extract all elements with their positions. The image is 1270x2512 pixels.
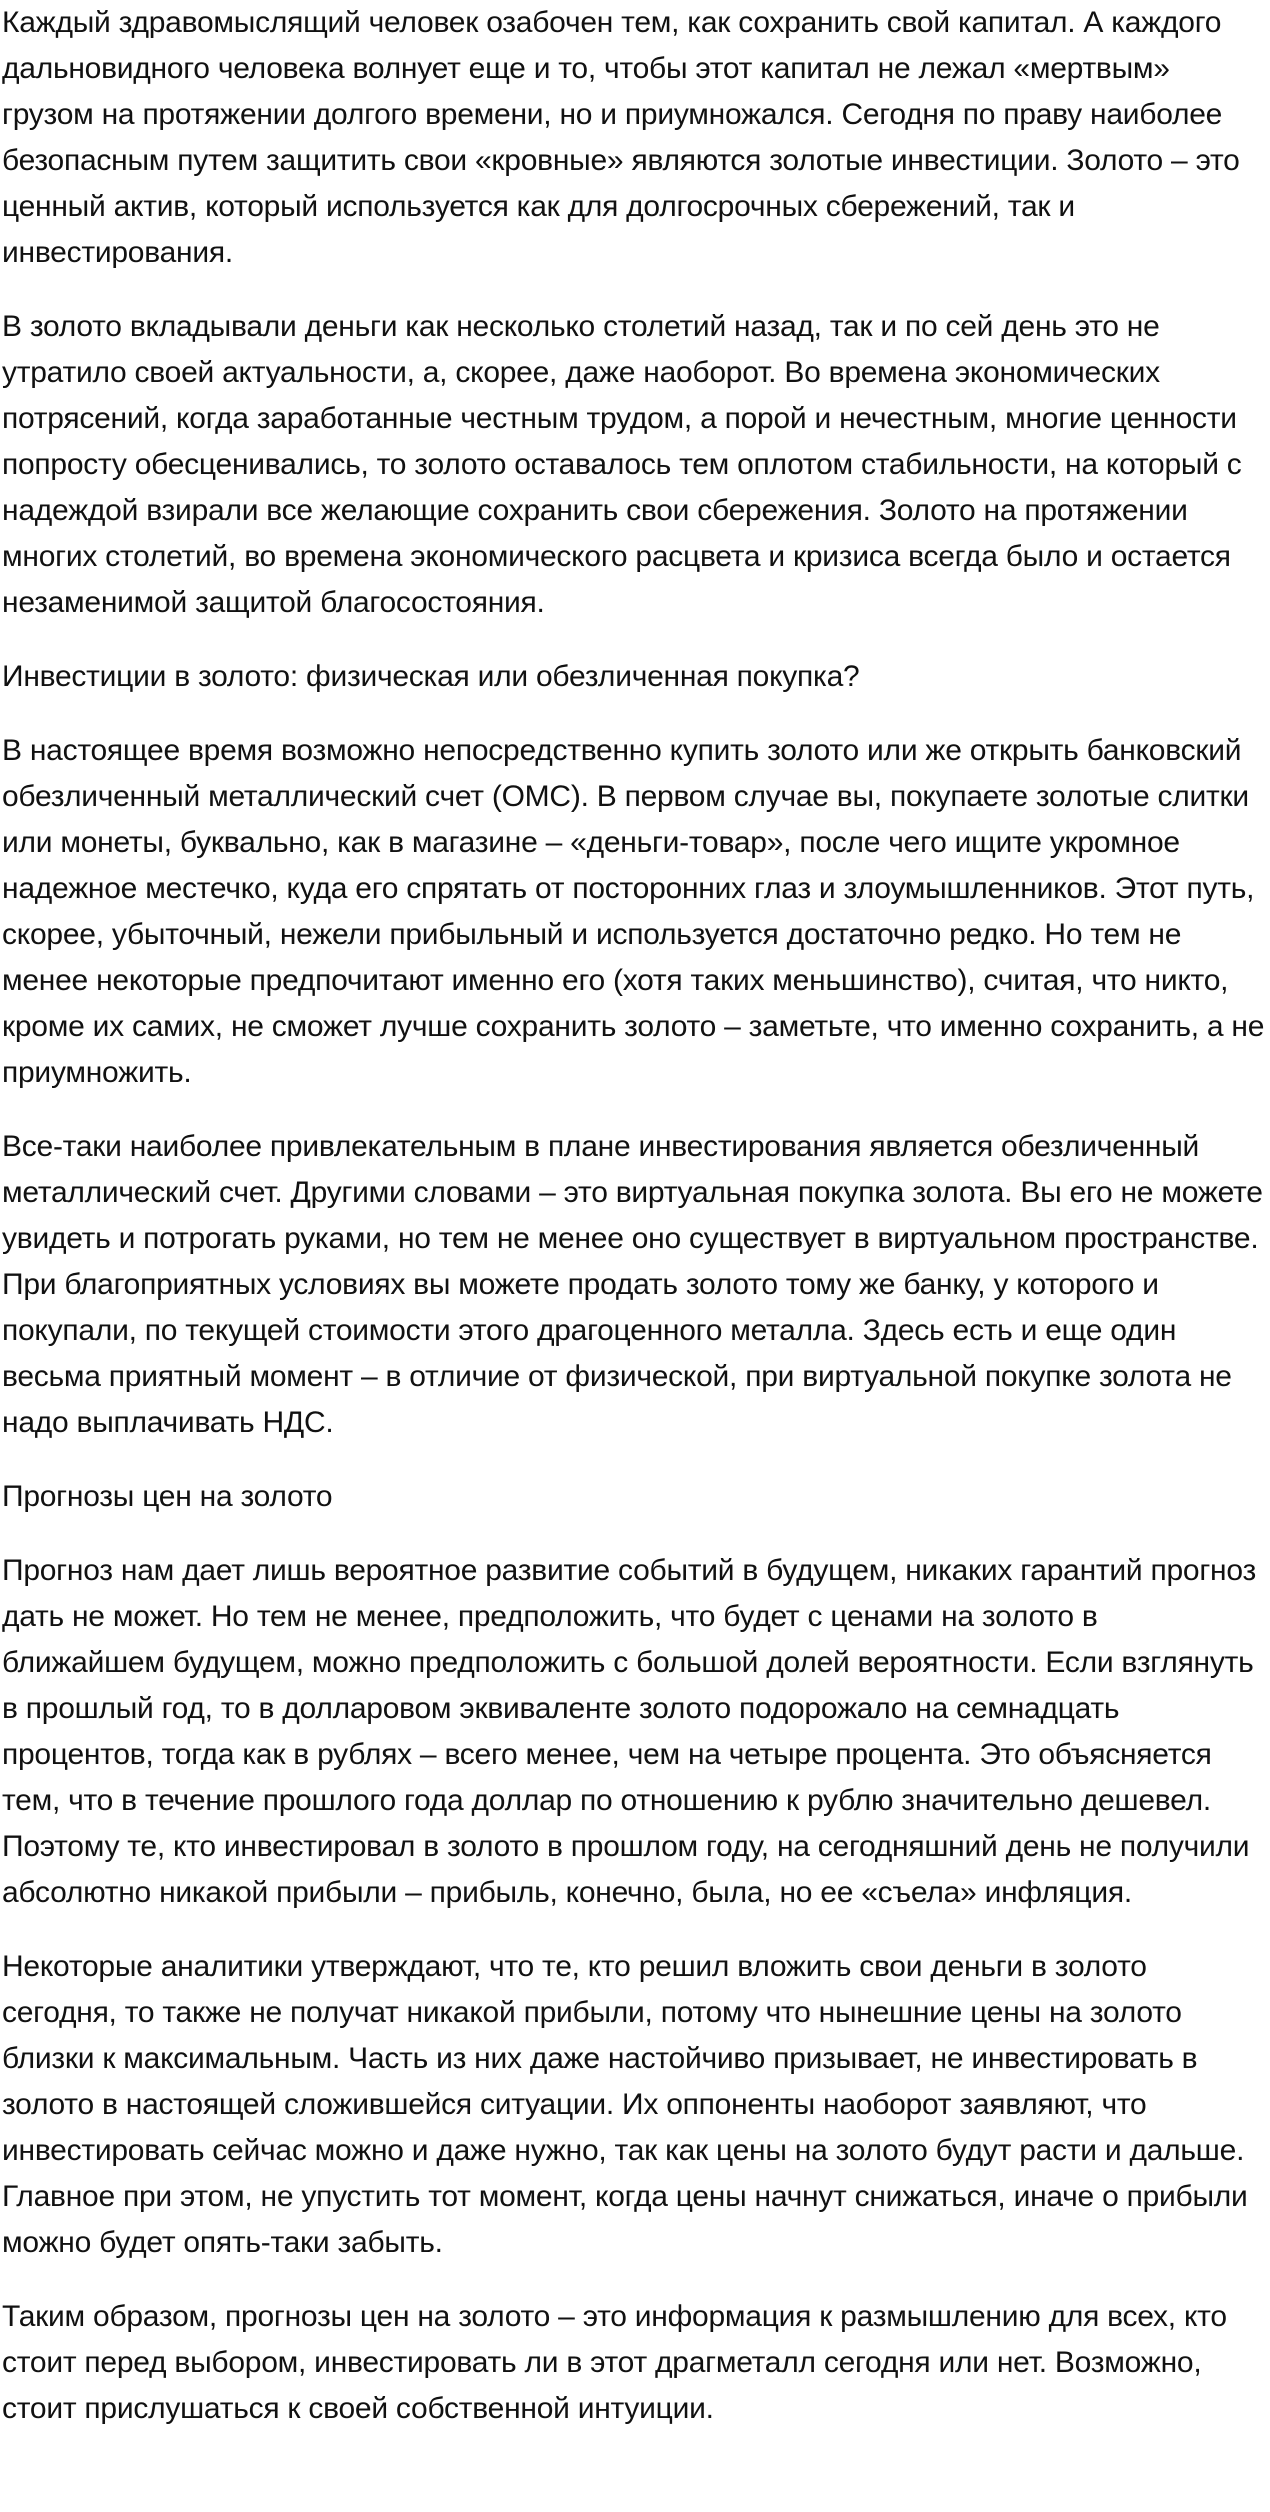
conclusion-paragraph: Таким образом, прогнозы цен на золото – это информация к размышлению для всех, кто стоит перед выбором, инвестировать ли в этот драгметалл сегодня или нет. Возможно, стоит прислушаться к своей собственной интуиции. [2,2300,1227,2425]
physical-purchase-paragraph: В настоящее время возможно непосредственно купить золото или же открыть банковский обезличенный металлический счет (ОМС). В первом случае вы, покупаете золотые слитки или монеты, буквально, как в магазине – «деньги-товар», после чего ищите укромное надежное местечко, куда его спрятать от посторонних глаз и злоумышленников. Этот путь, скорее, убыточный, нежели прибыльный и используется достаточно редко. Но тем не менее некоторые предпочитают именно его (хотя таких меньшинство), считая, что никто, кроме их самих, не сможет лучше сохранить золото – заметьте, что именно сохранить, а не приумножить. [2,734,1265,1089]
section-heading-purchase: Инвестиции в золото: физическая или обезличенная покупка? [2,660,860,693]
history-paragraph: В золото вкладывали деньги как несколько столетий назад, так и по сей день это не утратило своей актуальности, а, скорее, даже наоборот. Во времена экономических потрясений, когда заработанные честным трудом, а порой и нечестным, многие ценности попросту обесценивались, то золото оставалось тем оплотом стабильности, на который с надеждой взирали все желающие сохранить свои сбережения. Золото на протяжении многих столетий, во времена экономического расцвета и кризиса всегда было и остается незаменимой защитой благосостояния. [2,310,1242,619]
analysts-opinion-paragraph: Некоторые аналитики утверждают, что те, кто решил вложить свои деньги в золото сегодня, то также не получат никакой прибыли, потому что нынешние цены на золото близки к максимальным. Часть из них даже настойчиво призывает, не инвестировать в золото в настоящей сложившейся ситуации. Их оппоненты наоборот заявляют, что инвестировать сейчас можно и даже нужно, так как цены на золото будут расти и дальше. Главное при этом, не упустить тот момент, когда цены начнут снижаться, иначе о прибыли можно будет опять-таки забыть. [2,1950,1248,2259]
intro-paragraph: Каждый здравомыслящий человек озабочен тем, как сохранить свой капитал. А каждого дальновидного человека волнует еще и то, чтобы этот капитал не лежал «мертвым» грузом на протяжении долгого времени, но и приумножался. Сегодня по праву наиболее безопасным путем защитить свои «кровные» являются золотые инвестиции. Золото – это ценный актив, который используется как для долгосрочных сбережений, так и инвестирования. [2,6,1240,269]
section-heading-forecasts: Прогнозы цен на золото [2,1480,333,1513]
forecast-paragraph: Прогноз нам дает лишь вероятное развитие событий в будущем, никаких гарантий прогноз дать не может. Но тем не менее, предположить, что будет с ценами на золото в ближайшем будущем, можно предположить с большой долей вероятности. Если взглянуть в прошлый год, то в долларовом эквиваленте золото подорожало на семнадцать процентов, тогда как в рублях – всего менее, чем на четыре процента. Это объясняется тем, что в течение прошлого года доллар по отношению к рублю значительно дешевел. Поэтому те, кто инвестировал в золото в прошлом году, на сегодняшний день не получили абсолютно никакой прибыли – прибыль, конечно, была, но ее «съела» инфляция. [2,1554,1256,1909]
oms-account-paragraph: Все-таки наиболее привлекательным в плане инвестирования является обезличенный металлический счет. Другими словами – это виртуальная покупка золота. Вы его не можете увидеть и потрогать руками, но тем не менее оно существует в виртуальном пространстве. При благоприятных условиях вы можете продать золото тому же банку, у которого и покупали, по текущей стоимости этого драгоценного металла. Здесь есть и еще один весьма приятный момент – в отличие от физической, при виртуальной покупке золота не надо выплачивать НДС. [2,1130,1263,1439]
